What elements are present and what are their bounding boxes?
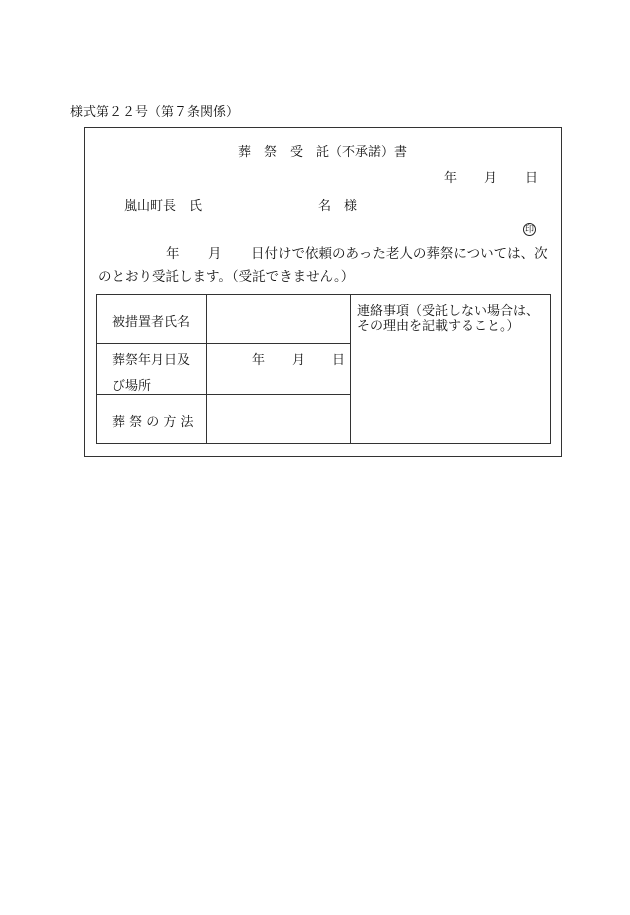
row-label-funeral-date-line2: び場所 bbox=[112, 379, 152, 394]
signer-name-label: 名 様 bbox=[318, 199, 358, 214]
date-year-label: 年 bbox=[444, 171, 458, 186]
row-label-funeral-method: 葬 祭 の 方 法 bbox=[112, 415, 194, 430]
row-value-year-label: 年 bbox=[252, 353, 266, 368]
table-divider-horizontal-1 bbox=[97, 343, 350, 344]
seal-mark: 印 bbox=[524, 225, 534, 235]
row-value-day-label: 日 bbox=[332, 353, 346, 368]
document-title: 葬 祭 受 託（不承諾）書 bbox=[238, 145, 408, 160]
date-month-label: 月 bbox=[484, 171, 498, 186]
date-day-label: 日 bbox=[525, 171, 539, 186]
body-text-line2: のとおり受託します。（受託できません。） bbox=[98, 269, 355, 285]
form-number-label: 様式第２２号（第７条関係） bbox=[70, 105, 240, 120]
info-table bbox=[96, 294, 551, 444]
table-divider-horizontal-2 bbox=[97, 394, 350, 395]
row-value-month-label: 月 bbox=[292, 353, 306, 368]
body-month-label: 月 bbox=[208, 246, 222, 262]
body-year-label: 年 bbox=[166, 246, 180, 262]
row-label-recipient-name: 被措置者氏名 bbox=[112, 315, 191, 330]
row-label-funeral-date-line1: 葬祭年月日及 bbox=[112, 353, 191, 368]
notes-label-line1: 連絡事項（受託しない場合は、 bbox=[357, 304, 540, 319]
table-divider-vertical-2 bbox=[350, 295, 351, 443]
notes-label-line2: その理由を記載すること。） bbox=[357, 319, 520, 334]
addressee: 嵐山町長 氏 bbox=[124, 199, 203, 214]
table-divider-vertical-1 bbox=[206, 295, 207, 443]
body-text-line1: 日付けで依頼のあった老人の葬祭については、次 bbox=[251, 246, 548, 262]
